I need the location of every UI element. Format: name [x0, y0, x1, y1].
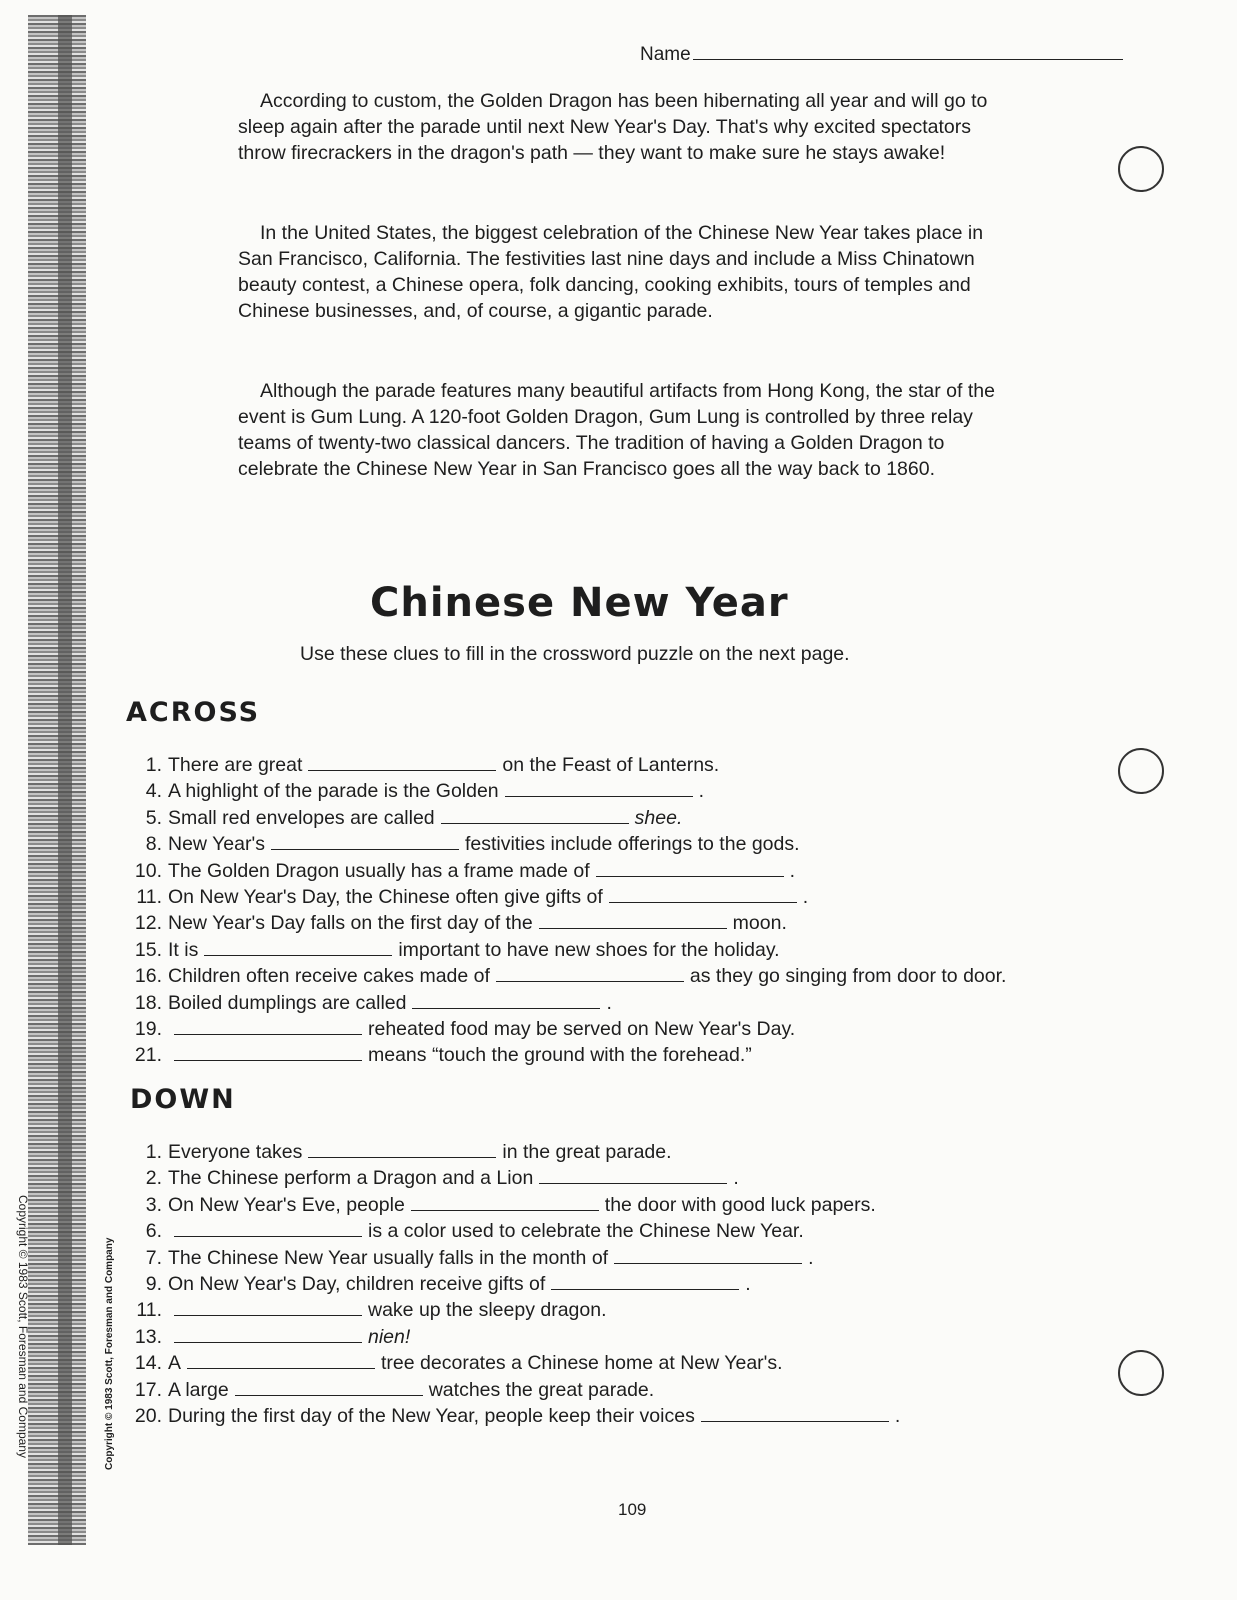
- across-clue: [128, 1016, 1006, 1042]
- clue-number: 12.: [134, 912, 162, 935]
- down-clue: [128, 1403, 900, 1429]
- paragraph-3: Although the parade features many beautiful artifacts from Hong Kong, the star of the event is Gum Lung. A 120-foot Golden Dragon, Gum Lung is controlled by three relay teams of twenty-two classical dancers. The tradition of having a Golden Dragon to celebrate the Chinese New Year in San Francisco goes all the way back to 1860.: [238, 380, 995, 480]
- clue-number: 1.: [145, 754, 162, 776]
- clue-text-before: On New Year's Eve, people: [168, 1193, 405, 1216]
- clue-number: 7.: [145, 1246, 162, 1269]
- clue-text-after: is a color used to celebrate the Chinese New Year.: [368, 1220, 804, 1243]
- clue-text-before: A large: [168, 1378, 229, 1401]
- clue-text-after: .: [802, 886, 809, 909]
- clue-number: 13.: [134, 1325, 162, 1348]
- down-heading: DOWN: [130, 1084, 236, 1115]
- clue-text-after: wake up the sleepy dragon.: [368, 1299, 607, 1322]
- clue-text-before: The Chinese New Year usually falls in the month of: [168, 1246, 609, 1269]
- answer-blank[interactable]: [614, 1262, 802, 1264]
- down-clue: [128, 1377, 900, 1403]
- answer-blank[interactable]: [539, 1182, 727, 1184]
- copyright-inner: Copyright © 1983 Scott, Foresman and Company: [104, 1237, 115, 1470]
- punch-hole-icon: [1118, 146, 1164, 192]
- clue-text-before: The Chinese perform a Dragon and a Lion: [168, 1167, 534, 1190]
- clue-number: 10.: [134, 859, 162, 882]
- answer-blank[interactable]: [505, 795, 693, 797]
- binding-edge: [28, 15, 86, 1545]
- clue-number: 8.: [145, 833, 162, 856]
- down-clue: [128, 1218, 900, 1244]
- clue-text-after: festivities include offerings to the gods.: [464, 833, 800, 856]
- clue-number: 16.: [134, 965, 162, 988]
- answer-blank[interactable]: [271, 848, 459, 850]
- across-clue: [128, 778, 1006, 804]
- across-clue: [128, 937, 1006, 963]
- answer-blank[interactable]: [411, 1209, 599, 1211]
- answer-blank[interactable]: [235, 1394, 423, 1396]
- page-number: 109: [618, 1500, 647, 1519]
- answer-blank[interactable]: [701, 1420, 889, 1422]
- clue-text-after: nien!: [368, 1325, 411, 1348]
- clue-number: 11.: [136, 886, 162, 909]
- name-label: Name: [640, 44, 691, 65]
- name-line[interactable]: [693, 59, 1123, 60]
- answer-blank[interactable]: [174, 1341, 362, 1343]
- clue-number: 21.: [134, 1044, 162, 1067]
- clue-text-after: as they go singing from door to door.: [689, 965, 1007, 988]
- answer-blank[interactable]: [539, 927, 727, 929]
- down-clue: [128, 1165, 900, 1191]
- answer-blank[interactable]: [441, 822, 629, 824]
- clue-number: 5.: [145, 806, 162, 829]
- answer-blank[interactable]: [174, 1235, 362, 1237]
- clue-text-before: On New Year's Day, the Chinese often give gifts of: [168, 886, 603, 909]
- paragraph-2: In the United States, the biggest celebration of the Chinese New Year takes place in San Francisco, California. The festivities last nine days and include a Miss Chinatown beauty contest, a Chinese opera, folk dancing, cooking exhibits, tours of temples and Chinese businesses, and, of course, a gigantic parade.: [238, 222, 984, 322]
- clue-text-after: .: [894, 1405, 901, 1428]
- clue-text-before: A highlight of the parade is the Golden: [168, 780, 499, 803]
- clue-number: 4.: [145, 780, 162, 803]
- answer-blank[interactable]: [308, 769, 496, 771]
- across-clue: [128, 963, 1006, 989]
- down-clue: [128, 1350, 900, 1376]
- punch-hole-icon: [1118, 1350, 1164, 1396]
- answer-blank[interactable]: [609, 901, 797, 903]
- clue-text-after: means “touch the ground with the forehead.”: [368, 1044, 752, 1067]
- down-clue: [128, 1324, 900, 1350]
- clue-text-after: tree decorates a Chinese home at New Year's.: [381, 1352, 783, 1375]
- clue-text-before: Boiled dumplings are called: [168, 991, 407, 1014]
- clue-text-before: There are great: [168, 754, 303, 776]
- answer-blank[interactable]: [496, 980, 684, 982]
- across-clue: [128, 858, 1006, 884]
- clue-text-after: the door with good luck papers.: [604, 1193, 876, 1216]
- across-clue: [128, 831, 1006, 857]
- clue-text-after: .: [698, 780, 705, 803]
- across-clue: [128, 884, 1006, 910]
- down-clues: [128, 1139, 900, 1429]
- across-clues: [128, 752, 1006, 1069]
- clue-text-after: in the great parade.: [502, 1141, 672, 1163]
- clue-number: 9.: [145, 1273, 162, 1296]
- across-clue: [128, 990, 1006, 1016]
- clue-number: 1.: [145, 1141, 162, 1163]
- clue-text-before: A: [168, 1352, 182, 1375]
- answer-blank[interactable]: [308, 1156, 496, 1158]
- clue-text-before: On New Year's Day, children receive gifts of: [168, 1273, 546, 1296]
- copyright-outer: Copyright © 1983 Scott, Foresman and Company: [16, 1195, 30, 1458]
- clue-number: 20.: [134, 1405, 162, 1428]
- across-clue: [128, 805, 1006, 831]
- clue-text-after: shee.: [634, 806, 683, 829]
- clue-number: 18.: [134, 991, 162, 1014]
- clue-text-before: Everyone takes: [168, 1141, 303, 1163]
- clue-text-before: The Golden Dragon usually has a frame made of: [168, 859, 590, 882]
- down-clue: [128, 1297, 900, 1323]
- down-clue: [128, 1192, 900, 1218]
- instructions: Use these clues to fill in the crossword puzzle on the next page.: [300, 643, 850, 665]
- answer-blank[interactable]: [596, 875, 784, 877]
- clue-text-before: It is: [168, 938, 199, 961]
- clue-number: 11.: [136, 1299, 162, 1322]
- answer-blank[interactable]: [174, 1059, 362, 1061]
- down-clue: [128, 1245, 900, 1271]
- across-clue: [128, 1042, 1006, 1068]
- clue-text-after: .: [606, 991, 612, 1014]
- clue-text-after: .: [789, 859, 796, 882]
- clue-number: 15.: [134, 938, 162, 961]
- across-heading: ACROSS: [126, 697, 261, 728]
- across-clue: [128, 752, 1006, 778]
- down-clue: [128, 1139, 900, 1165]
- clue-number: 3.: [145, 1193, 162, 1216]
- answer-blank[interactable]: [174, 1314, 362, 1316]
- clue-text-after: important to have new shoes for the holiday.: [398, 938, 780, 961]
- clue-number: 14.: [134, 1352, 162, 1375]
- clue-text-after: watches the great parade.: [428, 1378, 655, 1401]
- answer-blank[interactable]: [412, 1007, 600, 1009]
- clue-number: 19.: [134, 1018, 162, 1041]
- clue-text-before: New Year's Day falls on the first day of the: [168, 912, 533, 935]
- across-clue: [128, 910, 1006, 936]
- answer-blank[interactable]: [551, 1288, 739, 1290]
- clue-text-after: .: [745, 1273, 751, 1296]
- clue-number: 2.: [145, 1167, 162, 1190]
- name-field[interactable]: [640, 44, 1123, 66]
- clue-text-before: New Year's: [168, 833, 265, 856]
- clue-text-after: .: [733, 1167, 739, 1190]
- answer-blank[interactable]: [174, 1033, 362, 1035]
- down-clue: [128, 1271, 900, 1297]
- clue-text-before: Children often receive cakes made of: [168, 965, 490, 988]
- punch-hole-icon: [1118, 748, 1164, 794]
- answer-blank[interactable]: [204, 954, 392, 956]
- clue-text-after: moon.: [732, 912, 787, 935]
- page-title: Chinese New Year: [370, 580, 789, 626]
- clue-text-after: .: [808, 1246, 814, 1269]
- clue-text-after: reheated food may be served on New Year's Day.: [368, 1018, 796, 1041]
- clue-number: 6.: [145, 1220, 162, 1243]
- clue-text-after: on the Feast of Lanterns.: [502, 754, 720, 776]
- clue-number: 17.: [134, 1378, 162, 1401]
- clue-text-before: During the first day of the New Year, people keep their voices: [168, 1405, 695, 1428]
- clue-text-before: Small red envelopes are called: [168, 806, 435, 829]
- answer-blank[interactable]: [187, 1367, 375, 1369]
- paragraph-1: According to custom, the Golden Dragon has been hibernating all year and will go to sleep again after the parade until next New Year's Day. That's why excited spectators throw firecrackers in the dragon's path — they want to make sure he stays awake!: [238, 90, 988, 164]
